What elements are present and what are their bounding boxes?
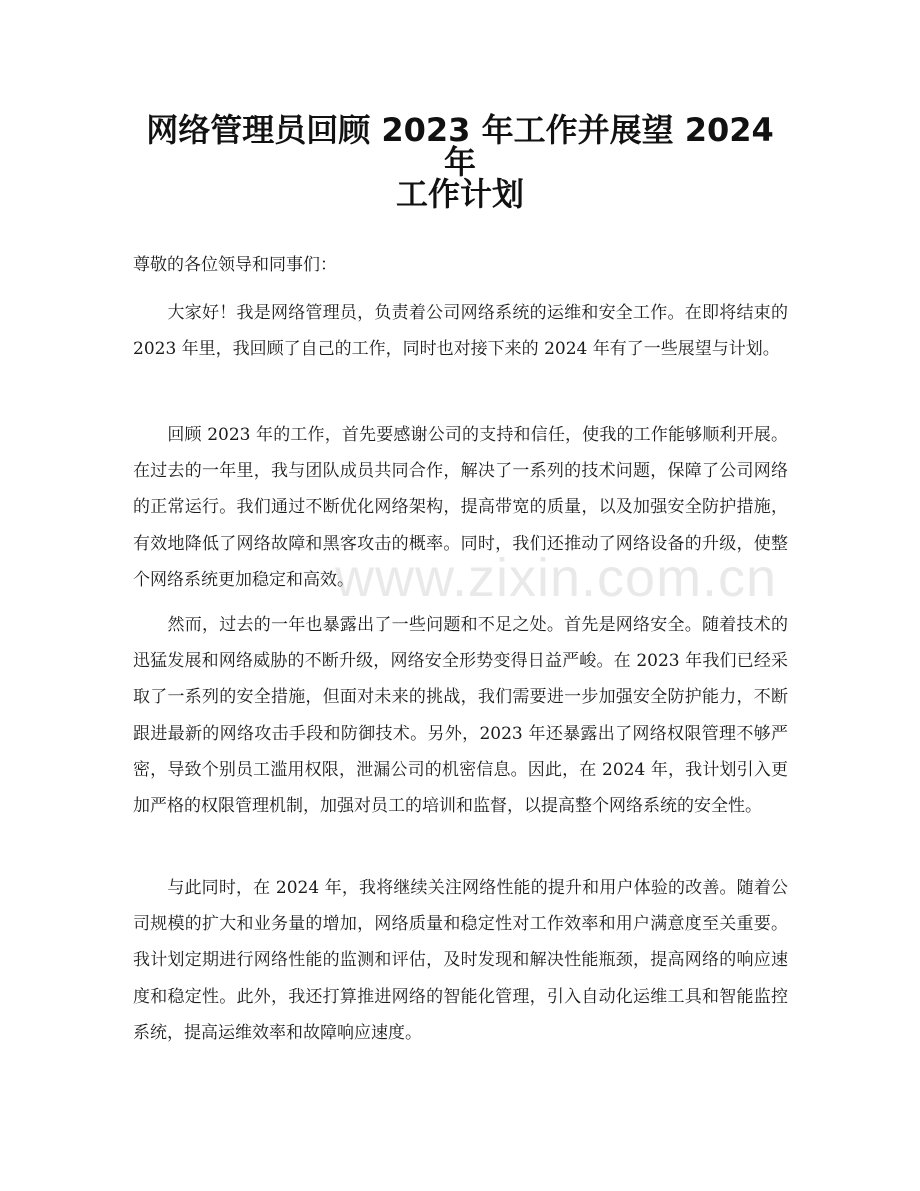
issues-paragraph: 然而，过去的一年也暴露出了一些问题和不足之处。首先是网络安全。随着技术的迅猛发展和网络威胁的不断升级，网络安全形势变得日益严峻。在 2023 年我们已经采取了一系列的安全措施，但面对未来的挑战，我们需要进一步加强安全防护能力，不断跟进最新的网络攻击手段和防御技术。另外，2023 年还暴露出了网络权限管理不够严密，导致个别员工滥用权限，泄漏公司的机密信息。因此，在 2024 年，我计划引入更加严格的权限管理机制，加强对员工的培训和监督，以提高整个网络系统的安全性。 [133,615,788,817]
review-paragraph: 回顾 2023 年的工作，首先要感谢公司的支持和信任，使我的工作能够顺利开展。在过去的一年里，我与团队成员共同合作，解决了一系列的技术问题，保障了公司网络的正常运行。我们通过不断优化网络架构，提高带宽的质量，以及加强安全防护措施，有效地降低了网络故障和黑客攻击的概率。同时，我们还推动了网络设备的升级，使整个网络系统更加稳定和高效。 [133,425,788,590]
watermark: www.zixin.com.cn [335,548,778,608]
salutation-paragraph: 尊敬的各位领导和同事们： [133,255,337,275]
intro-paragraph: 大家好！我是网络管理员，负责着公司网络系统的运维和安全工作。在即将结束的 2023 年里，我回顾了自己的工作，同时也对接下来的 2024 年有了一些展望与计划。 [133,303,788,360]
document-title-line2: 工作计划 [395,175,524,213]
document-title-line1: 网络管理员回顾 2023 年工作并展望 2024 年 [146,111,774,181]
plan-paragraph: 与此同时，在 2024 年，我将继续关注网络性能的提升和用户体验的改善。随着公司规模的扩大和业务量的增加，网络质量和稳定性对工作效率和用户满意度至关重要。我计划定期进行网络性能的监测和评估，及时发现和解决性能瓶颈，提高网络的响应速度和稳定性。此外，我还打算推进网络的智能化管理，引入自动化运维工具和智能监控系统，提高运维效率和故障响应速度。 [133,878,788,1043]
